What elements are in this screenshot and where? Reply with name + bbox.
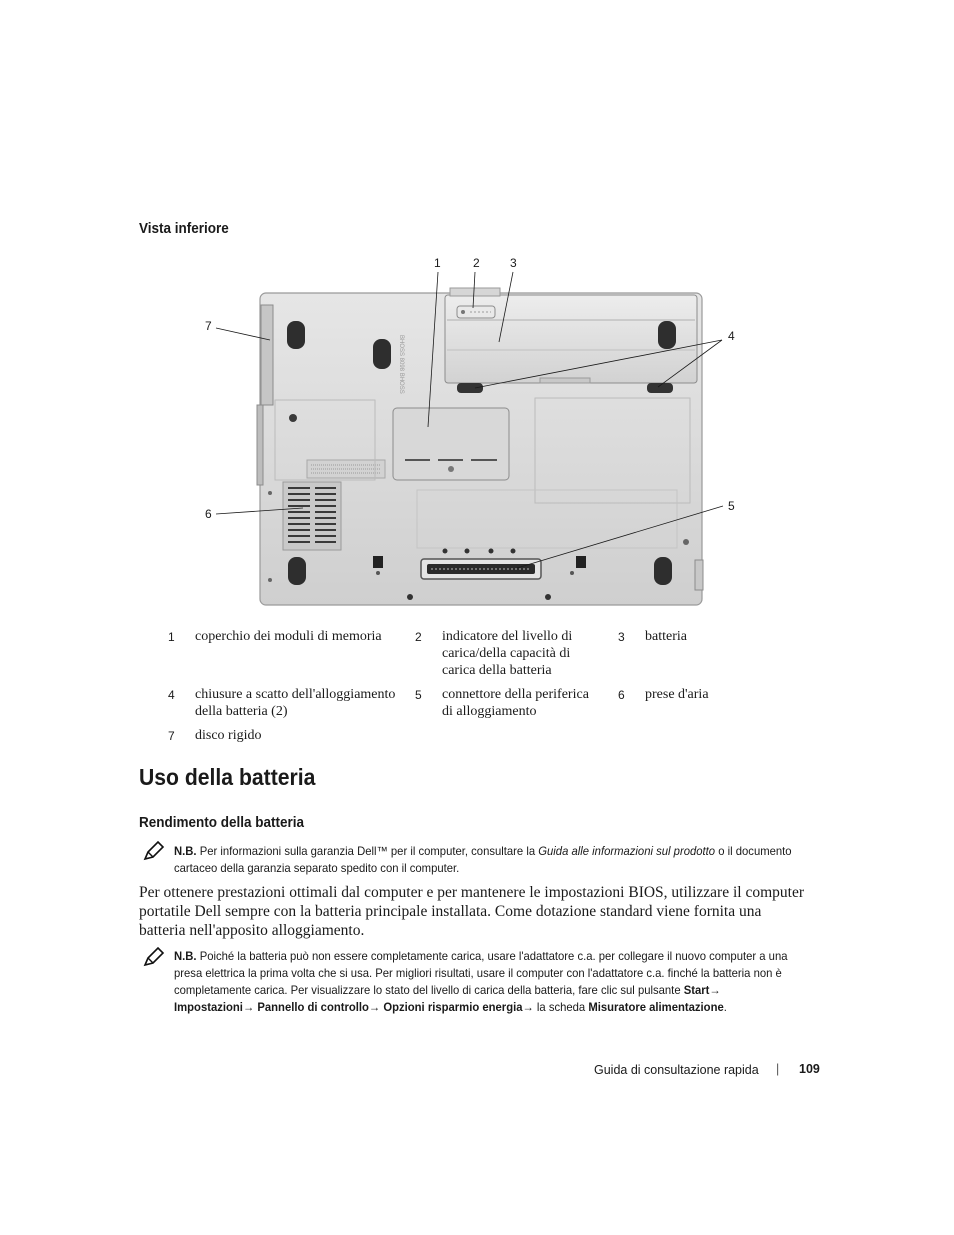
legend-text: chiusure a scatto dell'alloggiamento della batteria (2)	[195, 687, 396, 719]
note-warranty: N.B. Per informazioni sulla garanzia Dell™ per il computer, consultare la Guida alle informazioni sul prodotto o il documento cartaceo della garanzia separato spedito con il computer.	[174, 844, 792, 875]
menu-path-power-options: Opzioni risparmio energia	[383, 1000, 523, 1014]
legend-row	[168, 727, 745, 752]
rubber-foot	[658, 321, 676, 349]
section-heading-battery-performance: Rendimento della batteria	[139, 814, 305, 831]
legend-row	[168, 686, 745, 727]
legend-row	[168, 628, 745, 686]
figure-legend	[168, 628, 745, 752]
legend-text: coperchio dei moduli di memoria	[195, 629, 382, 644]
legend-text: indicatore del livello di carica/della capacità di carica della batteria	[442, 629, 573, 678]
product-info-guide-title: Guida alle informazioni sul prodotto	[538, 844, 716, 858]
callout-3: 3	[510, 256, 517, 270]
legend-num: 3	[618, 630, 625, 644]
legend-text: prese d'aria	[645, 687, 709, 702]
menu-path-power-meter: Misuratore alimentazione	[588, 1000, 724, 1014]
callout-6: 6	[205, 507, 212, 521]
rubber-foot	[654, 557, 672, 585]
legend-num: 1	[168, 630, 175, 644]
footer-separator: |	[776, 1062, 780, 1076]
legend-num: 6	[618, 688, 625, 702]
note-label: N.B.	[174, 844, 197, 858]
page-number: 109	[799, 1062, 820, 1076]
footer-title: Guida di consultazione rapida	[594, 1063, 759, 1077]
callout-4: 4	[728, 329, 735, 343]
callout-7: 7	[205, 319, 212, 333]
legend-num: 5	[415, 688, 422, 702]
legend-text: batteria	[645, 629, 687, 644]
rubber-foot	[373, 339, 391, 369]
legend-text: connettore della periferica di alloggiamento	[442, 687, 589, 719]
note-pencil-icon	[143, 947, 165, 972]
battery-latch-right	[647, 383, 673, 393]
air-vents	[283, 482, 341, 550]
rubber-foot	[288, 557, 306, 585]
callout-2: 2	[473, 256, 480, 270]
body-paragraph: Per ottenere prestazioni ottimali dal computer e per mantenere le impostazioni BIOS, utilizzare il computer portatile Dell sempre con la batteria principale installata. Come dotazione standard viene fornita una batteria nell'apposito alloggiamento.	[139, 884, 804, 939]
callout-1: 1	[434, 256, 441, 270]
note-label: N.B.	[174, 949, 197, 963]
legend-num: 2	[415, 630, 422, 644]
rubber-foot	[287, 321, 305, 349]
callout-5: 5	[728, 499, 735, 513]
legend-num: 7	[168, 729, 175, 743]
laptop-bottom-illustration	[195, 250, 755, 610]
legend-text: disco rigido	[195, 728, 262, 743]
menu-path-start: Start	[683, 983, 710, 997]
section-heading-bottom-view: Vista inferiore	[139, 220, 229, 237]
hard-drive-bay	[261, 305, 273, 405]
note-battery-charge: N.B. Poiché la batteria può non essere completamente carica, usare l'adattatore c.a. per collegare il nuovo computer a una presa elettrica la prima volta che si usa. Per migliori risultati, usare il computer con l'adattatore c.a. finché la batteria non è completamente carica. Per visualizzare lo stato del livello di carica della batteria, fare clic sul pulsante Start→ Impostazioni→ Pannello di controllo→ Opzioni risparmio energia→ la scheda Misuratore alimentazione.	[174, 949, 788, 1014]
printed-label: BHOSS 8098 BHOSS	[398, 335, 404, 394]
battery-latch-left	[457, 383, 483, 393]
laptop-bottom-figure	[195, 250, 755, 610]
menu-path-control-panel: Pannello di controllo	[257, 1000, 369, 1014]
legend-num: 4	[168, 688, 175, 702]
note-pencil-icon	[143, 841, 165, 866]
page-title: Uso della batteria	[139, 764, 316, 790]
menu-path-settings: Impostazioni	[174, 1000, 243, 1014]
